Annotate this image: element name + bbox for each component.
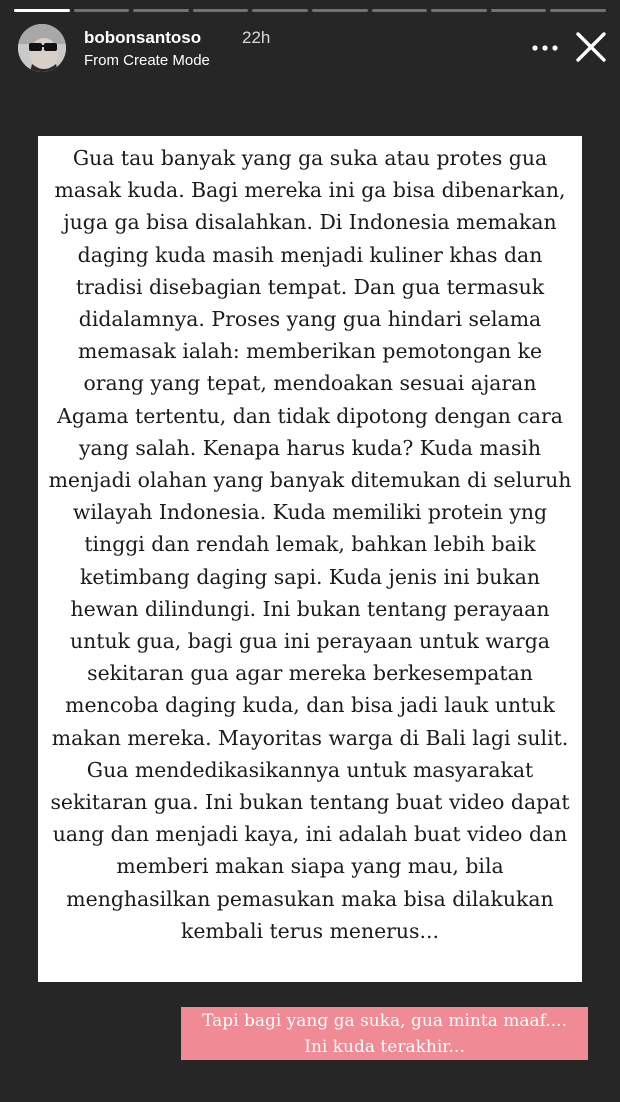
sticker-line-2: Ini kuda terakhir...	[304, 1037, 465, 1057]
avatar-image	[18, 24, 66, 72]
close-icon[interactable]	[574, 30, 608, 64]
sticker-line-1: Tapi bagi yang ga suka, gua minta maaf....	[202, 1011, 567, 1031]
story-text-card: Gua tau banyak yang ga suka atau protes gua masak kuda. Bagi mereka ini ga bisa dibenarkan, juga ga bisa disalahkan. Di Indonesia memakan daging kuda masih menjadi kuliner khas dan tradisi disebagian tempat. Dan gua termasuk didalamnya. Proses yang gua hindari selama memasak ialah: memberikan pemotongan ke orang yang tepat, mendoakan sesuai ajaran Agama tertentu, dan tidak dipotong dengan cara yang salah. Kenapa harus kuda? Kuda masih menjadi olahan yang banyak ditemukan di seluruh wilayah Indonesia. Kuda memiliki protein yng tinggi dan rendah lemak, bahkan lebih baik ketimbang daging sapi. Kuda jenis ini bukan hewan dilindungi. Ini bukan tentang perayaan untuk gua, bagi gua ini perayaan untuk warga sekitaran gua agar mereka berkesempatan mencoba daging kuda, dan bisa jadi lauk untuk makan mereka. Mayoritas warga di Bali lagi sulit. Gua mendedikasikannya untuk masyarakat sekitaran gua. Ini bukan tentang buat video dapat uang dan menjadi kaya, ini adalah buat video dan memberi makan siapa yang mau, bila menghasilkan pemasukan maka bisa dilakukan kembali terus menerus...	[38, 136, 582, 982]
more-dots-icon[interactable]	[530, 36, 560, 60]
story-header	[18, 24, 606, 74]
avatar[interactable]	[18, 24, 66, 72]
progress-segment	[550, 9, 606, 12]
progress-segment	[491, 9, 547, 12]
progress-segment	[372, 9, 428, 12]
post-time: 22h	[242, 28, 271, 47]
progress-segment	[431, 9, 487, 12]
progress-segment	[252, 9, 308, 12]
story-subtitle: From Create Mode	[84, 52, 210, 69]
progress-segment	[14, 9, 70, 12]
progress-segment	[193, 9, 249, 12]
story-progress-bar	[14, 9, 606, 12]
progress-segment	[312, 9, 368, 12]
progress-segment	[74, 9, 130, 12]
text-sticker	[181, 1007, 588, 1060]
progress-segment	[133, 9, 189, 12]
username[interactable]: bobonsantoso	[84, 28, 202, 47]
